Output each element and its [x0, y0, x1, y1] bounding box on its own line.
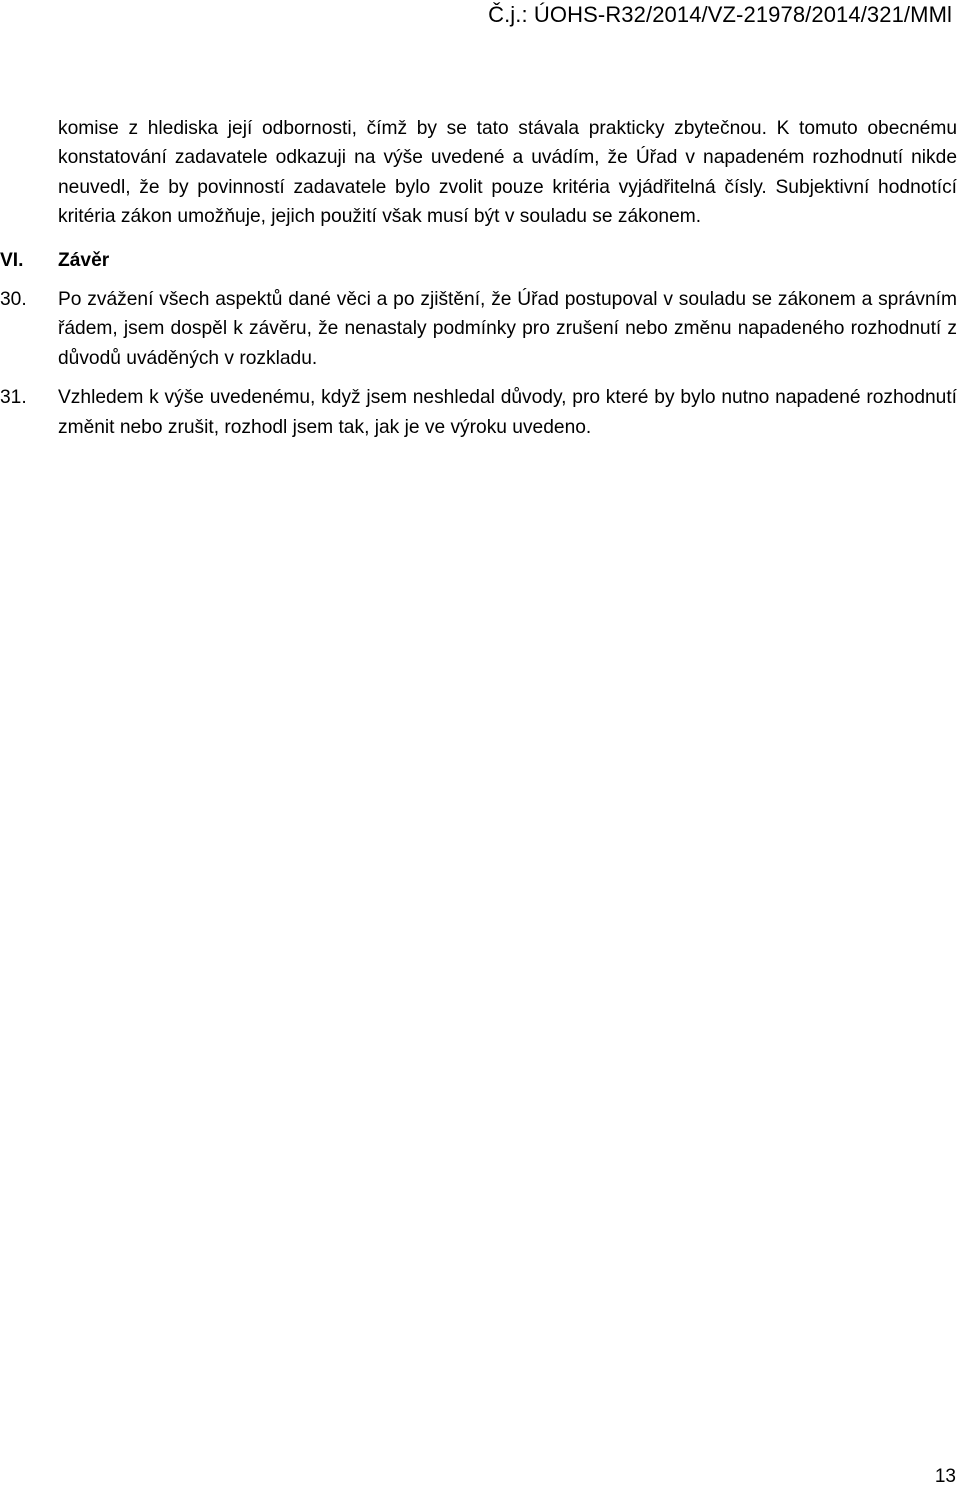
paragraph-text: Vzhledem k výše uvedenému, když jsem neshledal důvody, pro které by bylo nutno napadené rozhodnutí změnit nebo zrušit, rozhodl jsem tak, jak je ve výroku uvedeno. — [58, 387, 957, 438]
intro-paragraph: komise z hlediska její odbornosti, čímž by se tato stávala prakticky zbytečnou. K tomuto obecnému konstatování zadavatele odkazuji na výše uvedené a uvádím, že Úřad v napadeném rozhodnutí nikde neuvedl, že by povinností zadavatele bylo zvolit pouze kritéria vyjádřitelná čísly. Subjektivní hodnotící kritéria zákon umožňuje, jejich použití však musí být v souladu se zákonem. — [58, 118, 957, 228]
paragraph-number: 31. — [0, 387, 27, 409]
paragraph-30 — [0, 285, 957, 373]
paragraph-number: 30. — [0, 289, 27, 311]
paragraph-text: Po zvážení všech aspektů dané věci a po zjištění, že Úřad postupoval v souladu se zákonem a správním řádem, jsem dospěl k závěru, že nenastaly podmínky pro zrušení nebo změnu napadeného rozhodnutí z důvodů uváděných v rozkladu. — [58, 289, 957, 369]
document-reference-number: Č.j.: ÚOHS-R32/2014/VZ-21978/2014/321/MMl — [488, 2, 952, 27]
document-body — [0, 114, 960, 442]
paragraph-31 — [0, 383, 957, 442]
section-heading — [0, 246, 960, 275]
section-number: VI. — [0, 249, 24, 271]
section-title: Závěr — [58, 249, 110, 271]
page-number: 13 — [934, 1466, 956, 1487]
